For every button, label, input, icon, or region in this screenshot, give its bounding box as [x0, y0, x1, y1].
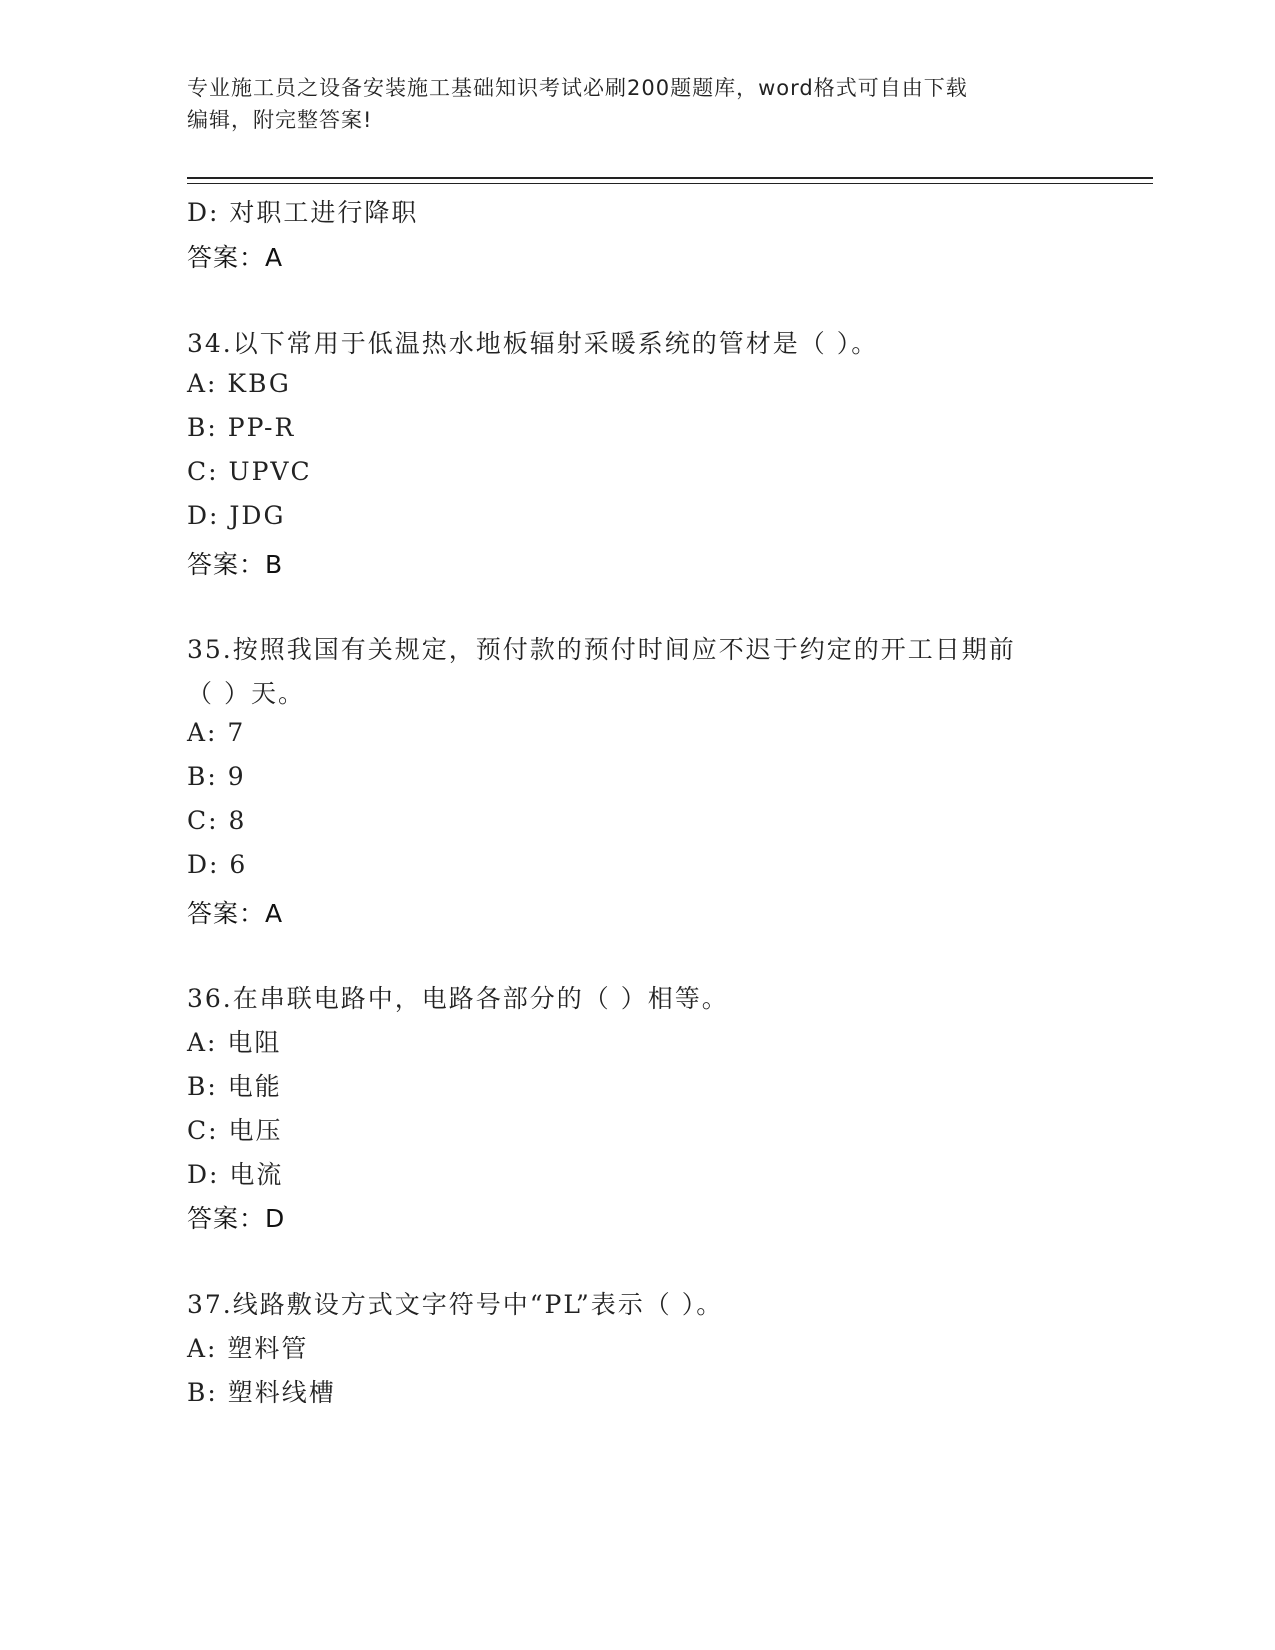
question-35-option-c: C: 8: [187, 806, 247, 835]
question-35-answer: 答案：A: [187, 899, 284, 928]
header-divider-thick: [187, 177, 1153, 179]
question-37-option-b: B: 塑料线槽: [187, 1378, 336, 1407]
header-title-line-1: 专业施工员之设备安装施工基础知识考试必刷200题题库，word格式可自由下载: [187, 76, 968, 100]
header-divider-thin: [187, 183, 1153, 184]
question-35-option-a: A: 7: [187, 718, 246, 747]
question-34-stem: 34.以下常用于低温热水地板辐射采暖系统的管材是（ ）。: [187, 329, 879, 358]
question-36-option-a: A: 电阻: [187, 1028, 282, 1057]
question-35-stem-line-2: （ ）天。: [187, 679, 305, 708]
document-header: [187, 72, 1087, 136]
question-35-stem-line-1: 35.按照我国有关规定，预付款的预付时间应不迟于约定的开工日期前: [187, 635, 1016, 664]
question-34-answer: 答案：B: [187, 550, 284, 579]
question-37-option-a: A: 塑料管: [187, 1334, 309, 1363]
question-37-stem: 37.线路敷设方式文字符号中“PL”表示（ ）。: [187, 1290, 724, 1319]
question-36-answer: 答案：D: [187, 1204, 286, 1233]
question-34-option-c: C: UPVC: [187, 457, 312, 486]
question-36-stem: 36.在串联电路中，电路各部分的（ ）相等。: [187, 984, 729, 1013]
question-35-option-d: D: 6: [187, 850, 248, 879]
question-36-option-d: D: 电流: [187, 1160, 284, 1189]
question-36-option-b: B: 电能: [187, 1072, 282, 1101]
question-35-option-b: B: 9: [187, 762, 246, 791]
question-36-option-c: C: 电压: [187, 1116, 283, 1145]
question-34-option-a: A: KBG: [187, 369, 291, 398]
question-34-option-d: D: JDG: [187, 501, 286, 530]
prev-option-d: D: 对职工进行降职: [187, 198, 419, 227]
header-title-line-2: 编辑，附完整答案!: [187, 108, 373, 132]
prev-answer: 答案：A: [187, 243, 284, 272]
question-34-option-b: B: PP-R: [187, 413, 296, 442]
